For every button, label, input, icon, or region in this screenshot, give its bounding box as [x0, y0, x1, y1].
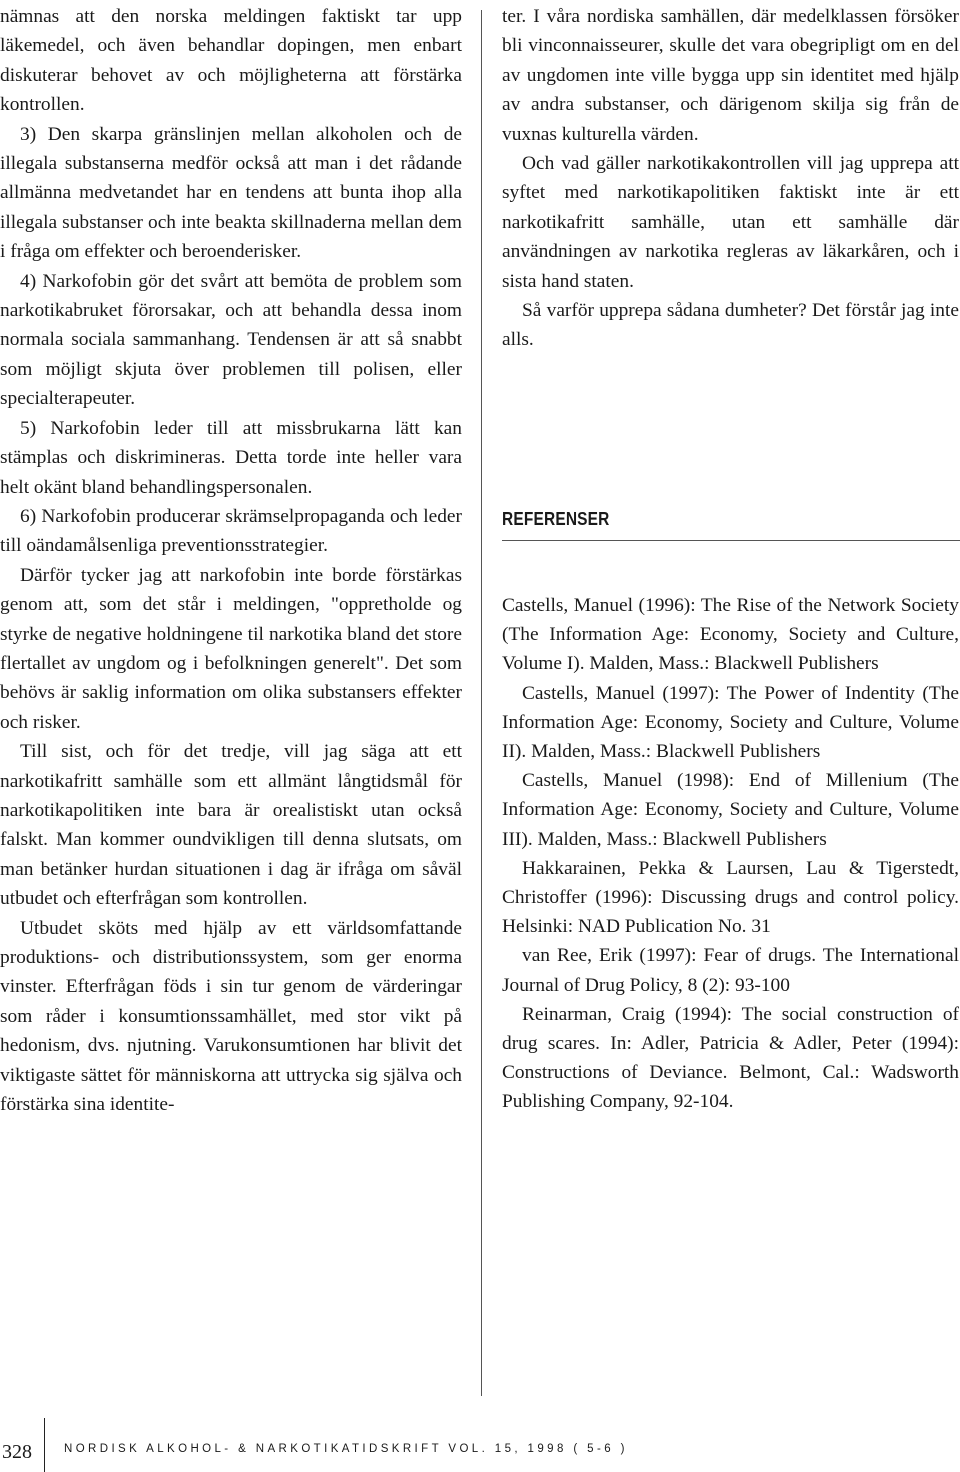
reference-entry: Castells, Manuel (1997): The Power of Indentity (The Information Age: Economy, Society and Culture, Volume II). Malden, Mass.: Blackwell Publishers	[502, 682, 959, 763]
paragraph: Till sist, och för det tredje, vill jag säga att ett narkotikafritt samhälle som ett allmänt långtidsmål för narkotikapolitiken inte bara är orealistiskt utan också falskt. Man kommer oundvikligen till denna slutsats, om man betänker hurdan situationen i dag är ifråga om såväl utbudet och efterfrågan som kontrollen.	[0, 741, 462, 910]
reference-entry: Hakkarainen, Pekka & Laursen, Lau & Tigerstedt, Christoffer (1996): Discussing drugs and control policy. Helsinki: NAD Publication No. 31	[502, 857, 959, 938]
reference-entry: van Ree, Erik (1997): Fear of drugs. The International Journal of Drug Policy, 8 (2): 93-100	[502, 945, 959, 996]
right-text-column	[502, 2, 959, 355]
footer-divider	[44, 1418, 45, 1472]
left-text-column	[0, 2, 462, 1119]
paragraph: 6) Narkofobin producerar skrämselpropaganda och leder till oändamålsenliga preventionsstrategier.	[0, 505, 462, 557]
reference-entry: Reinarman, Craig (1994): The social construction of drug scares. In: Adler, Patricia & Adler, Peter (1994): Constructions of Deviance. Belmont, Cal.: Wadsworth Publishing Company, 92-104.	[502, 1003, 959, 1113]
paragraph: ter. I våra nordiska samhällen, där medelklassen försöker bli vinconnaisseurer, skulle det vara obegripligt om en del av ungdomen inte ville bygga upp sin identitet med hjälp av andra substanser, och därigenom skilja sig från de vuxnas kulturella värden.	[502, 6, 959, 145]
paragraph: Och vad gäller narkotikakontrollen vill jag upprepa att syftet med narkotikapolitiken faktiskt inte är ett narkotikafritt samhälle, utan ett samhälle där användningen av narkotika regleras av läkarkåren, och i sista hand staten.	[502, 153, 959, 292]
reference-list	[502, 591, 959, 1117]
page-number: 328	[2, 1441, 32, 1463]
paragraph: Så varför upprepa sådana dumheter? Det förstår jag inte alls.	[502, 300, 959, 351]
reference-entry: Castells, Manuel (1996): The Rise of the Network Society (The Information Age: Economy, Society and Culture, Volume I). Malden, Mass.: Blackwell Publishers	[502, 595, 959, 675]
journal-title: NORDISK ALKOHOL- & NARKOTIKATIDSKRIFT VOL. 15, 1998 ( 5-6 )	[64, 1443, 628, 1455]
paragraph: nämnas att den norska meldingen faktiskt tar upp läkemedel, och även behandlar dopingen, men enbart diskuterar behovet av och möjligheterna att förstärka kontrollen.	[0, 6, 462, 116]
references-divider	[502, 540, 960, 541]
reference-entry: Castells, Manuel (1998): End of Millenium (The Information Age: Economy, Society and Culture, Volume III). Malden, Mass.: Blackwell Publishers	[502, 770, 959, 850]
references-heading: REFERENSER	[502, 509, 610, 529]
paragraph: Utbudet sköts med hjälp av ett världsomfattande produktions- och distributionssystem, som ger enorma vinster. Efterfrågan föds i sin tur genom de värderingar som råder i konsumtionssamhället, med stor vikt på hedonism, dvs. njutning. Varukonsumtionen har blivit det viktigaste sättet för människorna att uttrycka sig själva och förstärka sina identite-	[0, 917, 462, 1116]
paragraph: 4) Narkofobin gör det svårt att bemöta de problem som narkotikabruket förorsakar, och att behandla dessa inom normala sociala sammanhang. Tendensen är att så snabbt som möjligt skjuta över problemen till polisen, eller specialterapeuter.	[0, 270, 462, 410]
paragraph: 3) Den skarpa gränslinjen mellan alkoholen och de illegala substanserna medför också att man i det rådande allmänna medvetandet har en tendens att bunta ihop alla illegala substanser och inte beakta skillnaderna mellan dem i fråga om effekter och beroenderisker.	[0, 123, 462, 263]
paragraph: Därför tycker jag att narkofobin inte borde förstärkas genom att, som det står i meldingen, "oppretholde og styrke de negative holdningene til narkotika bland det store flertallet av ungdom og i befolkningen generelt". Det som behövs är saklig information om olika substansers effekter och risker.	[0, 564, 462, 733]
column-divider	[481, 10, 482, 1396]
paragraph: 5) Narkofobin leder till att missbrukarna lätt kan stämplas och diskrimineras. Detta torde inte heller vara helt okänt bland behandlingspersonalen.	[0, 417, 462, 498]
